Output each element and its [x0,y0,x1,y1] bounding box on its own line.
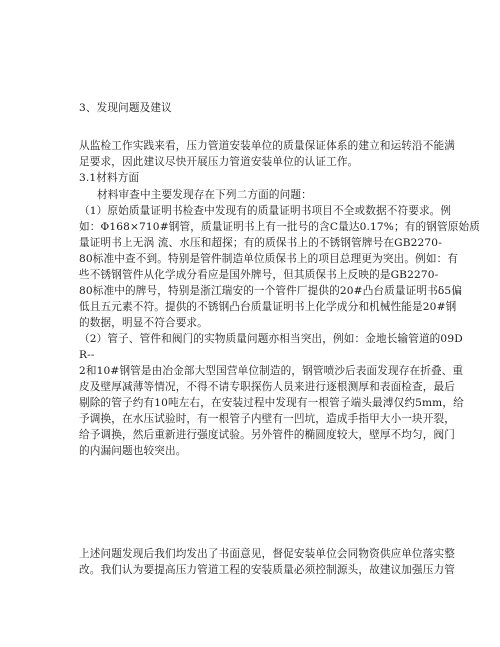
item1-line-4: 80标准中查不到。特别是管件制造单位质保书上的项目总理更为突出。例如：有 [79,253,459,265]
item1-line-6: 80标准中的牌号，特别是浙江瑞安的一个管件厂提供的20#凸台质量证明书δ5偏 [79,285,463,297]
item1-line-7: 低且五元素不符。提供的不锈钢凸台质量证明书上化学成分和机械性能是20#钢 [79,301,457,313]
item1-line-3: 量证明书上无涡 流、水压和超探；有的质保书上的不锈钢管牌号在GB2270- [79,237,442,249]
section-heading: 3、发现问题及建议 [79,102,172,114]
intro-line-1: 从监检工作实践来看，压力管道安装单位的质量保证体系的建立和运转沿不能满 [79,140,456,152]
item2-line-4: 皮及壁厚减薄等情况，不得不请专职探伤人员来进行逐根测厚和表面检查，最后 [79,381,456,393]
item1-line-5: 些不锈钢管件从化学成分看应是国外牌号，但其质保书上反映的是GB2270- [79,269,439,281]
closing-line-2: 改。我们认为要提高压力管道工程的安装质量必须控制源头，故建议加强压力管 [79,564,456,576]
closing-line-1: 上述问题发现后我们均发出了书面意见，督促安装单位会同物资供应单位落实整 [79,548,456,560]
subsection-heading: 3.1材料方面 [79,172,140,184]
item1-line-8: 的数据，明显不符合要求。 [79,317,208,329]
item2-line-2: R-- [79,349,95,361]
item1-line-1: （1）原始质量证明书检查中发现有的质量证明书项目不全或数据不符要求。例 [79,205,452,217]
item1-line-2: 如：Φ168×710#钢管，质量证明书上有一批号的含C量达0.17%；有的钢管原始质 [79,221,480,233]
item2-line-5: 剔除的管子约有10吨左右，在安装过程中发现有一根管子端头最溥仅约5mm，给 [79,397,464,409]
paragraph-lead: 材料审查中主要发现存在下列二方面的问题： [97,189,312,201]
item2-line-7: 给予调换，然后重新进行强度试验。另外管件的椭圆度较大，壁厚不均匀，阀门 [79,429,456,441]
intro-line-2: 足要求，因此建议尽快开展压力管道安装单位的认证工作。 [79,156,359,168]
item2-line-8: 的内漏问题也较突出。 [79,445,187,457]
item2-line-3: 2和10#钢管是由冶金部大型国营单位制造的，钢管喷沙后表面发现存在折叠、重 [79,365,464,377]
item2-line-6: 予调换，在水压试验时，有一根管子内壁有一凹坑，造成手指甲大小一块开裂， [79,413,456,425]
item2-line-1: （2）管子、管件和阀门的实物质量问题亦相当突出，例如：金地长输管道的09D [79,333,463,345]
